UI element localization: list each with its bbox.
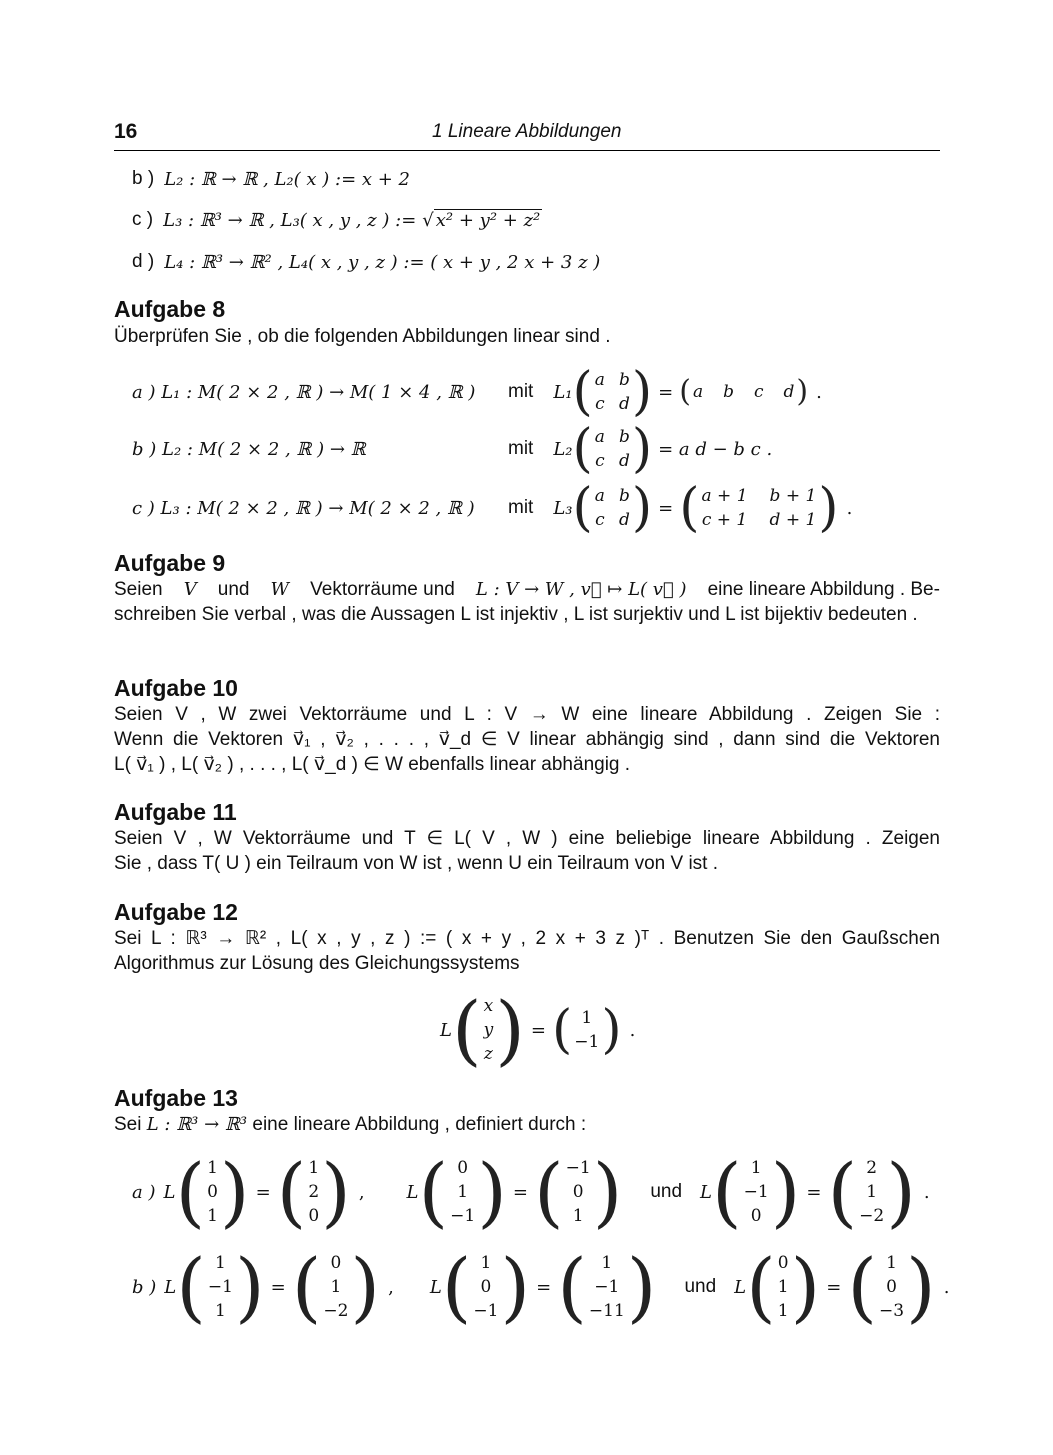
a12-lhs-vector: ( x y z )	[451, 985, 525, 1074]
a8-matrix-c: ( a b c d )	[572, 478, 653, 538]
a13-b2-in: ( 1 0 −1 )	[441, 1242, 531, 1331]
aufgabe-10-line2: Wenn die Vektoren v⃗₁ , v⃗₂ , . . . , v⃗_d ∈ V linear abhängig sind , dann sind die Vektoren	[114, 729, 940, 750]
chapter-title: 1 Lineare Abbildungen	[432, 121, 622, 142]
a13-a2-out: ( −1 0 1 )	[533, 1147, 623, 1236]
aufgabe-9-line1: Seien V und W Vektorräume und L : V → W , v⃗ ↦ L( v⃗ ) eine lineare Abbildung . Be-	[114, 579, 940, 600]
aufgabe-8-text: Überprüfen Sie , ob die folgenden Abbildungen linear sind .	[114, 326, 611, 347]
item-b: b ) L₂ : ℝ → ℝ , L₂( x ) := x + 2	[132, 168, 410, 190]
a8-row-vector: ( a b c d )	[679, 374, 809, 409]
a13-b3-in: ( 0 1 1 )	[746, 1242, 821, 1331]
aufgabe-12-line2: Algorithmus zur Lösung des Gleichungssystems	[114, 953, 520, 974]
a13-b1-in: ( 1 −1 1 )	[176, 1242, 265, 1331]
a8-row-b: b ) L₂ : M( 2 × 2 , ℝ ) → ℝ mit L₂ ( a b c d ) = a d − b c .	[132, 419, 773, 479]
item-d-math: L₄ : ℝ³ → ℝ² , L₄( x , y , z ) := ( x + y , 2 x + 3 z )	[164, 251, 601, 273]
a13-b2-out: ( 1 −1 −11 )	[557, 1242, 657, 1331]
aufgabe-11-title: Aufgabe 11	[114, 799, 237, 825]
a13-a3-in: ( 1 −1 0 )	[712, 1147, 801, 1236]
a13-a2-in: ( 0 1 −1 )	[418, 1147, 507, 1236]
item-d: d ) L₄ : ℝ³ → ℝ² , L₄( x , y , z ) := ( x + y , 2 x + 3 z )	[132, 251, 601, 273]
a8-matrix-c-result: ( a + 1 b + 1 c + 1 d + 1 )	[679, 478, 839, 538]
aufgabe-9-title: Aufgabe 9	[114, 550, 226, 576]
aufgabe-9-text: schreiben Sie verbal , was die Aussagen L ist injektiv , L ist surjektiv und L ist bijektiv bedeuten .	[114, 604, 918, 625]
aufgabe-10-title: Aufgabe 10	[114, 675, 238, 701]
aufgabe-12-line1: Sei L : ℝ³ → ℝ² , L( x , y , z ) := ( x + y , 2 x + 3 z )ᵀ . Benutzen Sie den Gaußschen	[114, 928, 940, 949]
a13-b1-out: ( 0 1 −2 )	[291, 1242, 381, 1331]
a13-a1-in: ( 1 0 1 )	[175, 1147, 250, 1236]
aufgabe-11-line2: Sie , dass T( U ) ein Teilraum von W ist , wenn U ein Teilraum von V ist .	[114, 853, 719, 874]
a8-matrix-a: ( a b c d )	[572, 362, 653, 422]
a8-matrix-b: ( a b c d )	[572, 419, 653, 479]
a13-b3-out: ( 1 0 −3 )	[847, 1242, 936, 1331]
a13-a3-out: ( 2 1 −2 )	[827, 1147, 916, 1236]
sqrt-icon: √	[422, 209, 434, 231]
page-number: 16	[114, 120, 138, 143]
aufgabe-10-line3: L( v⃗₁ ) , L( v⃗₂ ) , . . . , L( v⃗_d ) ∈ W ebenfalls linear abhängig .	[114, 754, 631, 775]
a13-row-a: a ) L ( 1 0 1 ) = ( 1 2 0 ) , L ( 0 1 −1 ) = ( −1 0 1 ) und L ( 1 −1 0 ) = ( 2 1 −2 ) .	[132, 1147, 930, 1236]
item-c-sqrt: x² + y² + z²	[435, 210, 541, 231]
aufgabe-8-title: Aufgabe 8	[114, 296, 226, 322]
a13-row-b: b ) L ( 1 −1 1 ) = ( 0 1 −2 ) , L ( 1 0 −1 ) = ( 1 −1 −11 ) und L ( 0 1 1 ) = ( 1 0 −3 ) .	[132, 1242, 950, 1331]
aufgabe-11-line1: Seien V , W Vektorräume und T ∈ L( V , W ) eine beliebige lineare Abbildung . Zeigen	[114, 828, 940, 849]
a8-row-c: c ) L₃ : M( 2 × 2 , ℝ ) → M( 2 × 2 , ℝ ) mit L₃ ( a b c d ) = ( a + 1 b + 1 c + 1 d + 1 ) .	[132, 478, 853, 538]
item-c-math: L₃ : ℝ³ → ℝ , L₃( x , y , z ) :=	[163, 209, 417, 231]
aufgabe-13-line1: Sei L : ℝ³ → ℝ³ eine lineare Abbildung , definiert durch :	[114, 1114, 587, 1135]
aufgabe-13-title: Aufgabe 13	[114, 1085, 238, 1111]
a8-row-a: a ) L₁ : M( 2 × 2 , ℝ ) → M( 1 × 4 , ℝ ) mit L₁ ( a b c d ) = ( a b c d ) .	[132, 362, 822, 422]
a13-a1-out: ( 1 2 0 )	[276, 1147, 351, 1236]
a12-system: L ( x y z ) = ( 1 −1 ) .	[440, 985, 636, 1074]
aufgabe-10-line1: Seien V , W zwei Vektorräume und L : V → W eine lineare Abbildung . Zeigen Sie :	[114, 704, 940, 725]
aufgabe-12-title: Aufgabe 12	[114, 899, 238, 925]
item-c: c ) L₃ : ℝ³ → ℝ , L₃( x , y , z ) := √ x² + y² + z²	[132, 209, 541, 231]
item-b-math: L₂ : ℝ → ℝ , L₂( x ) := x + 2	[164, 168, 410, 190]
a12-rhs-vector: ( 1 −1 )	[551, 1000, 622, 1060]
page-header	[114, 118, 940, 151]
